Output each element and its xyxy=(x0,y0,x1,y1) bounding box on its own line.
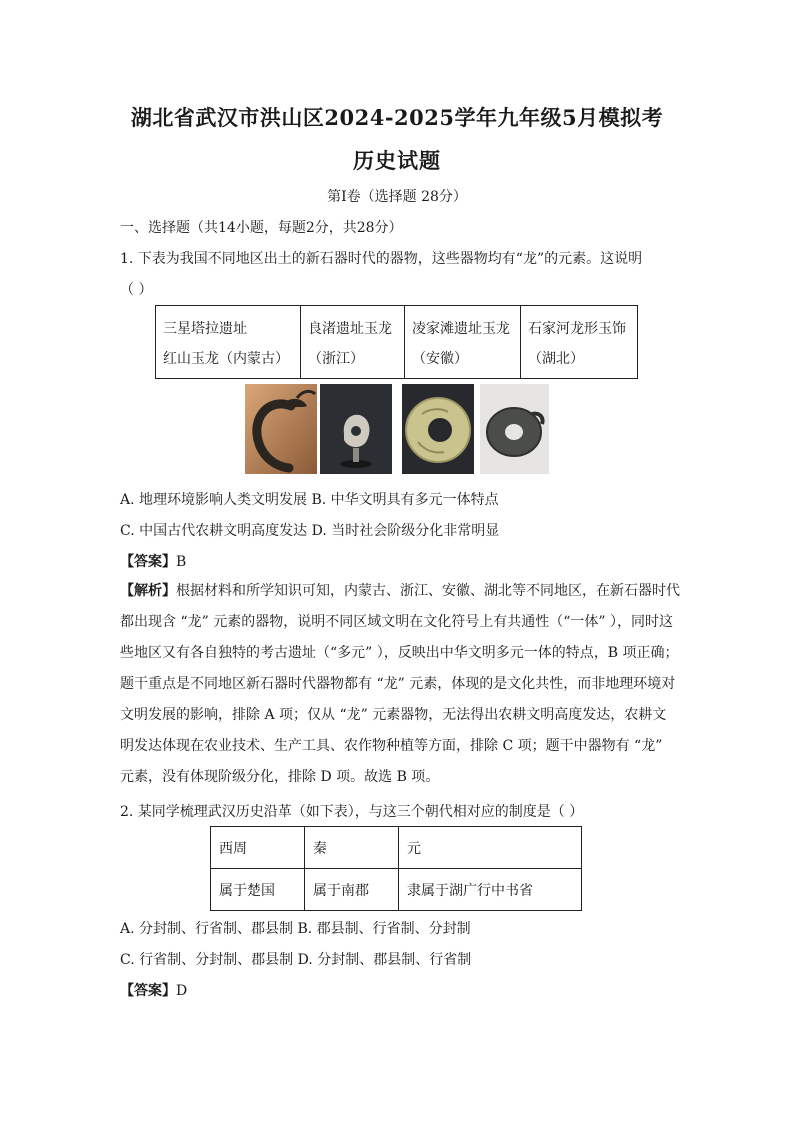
analysis-line: 【解析】根据材料和所学知识可知，内蒙古、浙江、安徽、湖北等不同地区，在新石器时代 xyxy=(120,583,680,599)
q2-header-xizhou: 西周 xyxy=(211,827,305,869)
analysis-line: 题干重点是不同地区新石器时代器物都有 “龙” 元素，体现的是文化共性，而非地理环境对 xyxy=(120,676,676,692)
q1-cell-sanxingtala xyxy=(156,306,301,379)
jade-ring-dragon-icon xyxy=(402,384,474,474)
q1-cell-line: 凌家滩遗址玉龙 xyxy=(412,321,510,337)
q1-cell-shijiahe xyxy=(521,306,638,379)
q1-cell-line: （浙江） xyxy=(308,351,364,367)
q2-cell-qin: 属于南郡 xyxy=(305,869,399,911)
q1-answer xyxy=(120,551,186,571)
q2-stem: 2. 某同学梳理武汉历史沿革（如下表），与这三个朝代相对应的制度是（ ） xyxy=(120,804,584,820)
answer-label: 【答案】 xyxy=(120,554,176,570)
table-row xyxy=(211,869,582,911)
q1-options-ab: A. 地理环境影响人类文明发展 B. 中华文明具有多元一体特点 xyxy=(120,492,499,508)
part-heading: 一、选择题（共14小题，每题2分，共28分） xyxy=(120,220,403,236)
q1-cell-line: 红山玉龙（内蒙古） xyxy=(163,351,289,367)
q1-cell-line: 石家河龙形玉饰 xyxy=(528,321,626,337)
q1-stem-line2: （ ） xyxy=(120,282,153,298)
table-row xyxy=(211,827,582,869)
answer-value: B xyxy=(176,554,187,570)
answer-label: 【答案】 xyxy=(120,983,176,999)
q2-options-ab: A. 分封制、行省制、郡县制 B. 郡县制、行省制、分封制 xyxy=(120,921,471,937)
analysis-line: 文明发展的影响，排除 A 项；仅从 “龙” 元素器物，无法得出农耕文明高度发达，农耕文 xyxy=(120,707,667,723)
q1-cell-line: （湖北） xyxy=(528,351,584,367)
q1-table-row xyxy=(156,306,638,379)
q1-cell-line: （安徽） xyxy=(412,351,468,367)
q1-analysis xyxy=(120,576,680,793)
page-title: 湖北省武汉市洪山区2024-2025学年九年级5月模拟考 xyxy=(130,105,664,130)
analysis-line: 明发达体现在农业技术、生产工具、农作物种植等方面，排除 C 项；题干中器物有 “龙” xyxy=(120,738,663,754)
c-shaped-jade-dragon-icon xyxy=(245,384,317,474)
q2-header-qin: 秦 xyxy=(305,827,399,869)
q2-cell-xizhou: 属于楚国 xyxy=(211,869,305,911)
section-header: 第Ⅰ卷（选择题 28分） xyxy=(327,189,467,205)
q2-header-yuan: 元 xyxy=(399,827,582,869)
q1-cell-line: 良渚遗址玉龙 xyxy=(308,321,392,337)
stone-dragon-ring-icon xyxy=(480,384,549,474)
q2-answer xyxy=(120,980,187,1000)
q2-table xyxy=(210,826,582,911)
answer-value: D xyxy=(176,983,188,999)
page-subtitle: 历史试题 xyxy=(353,148,441,173)
q1-cell-lingjiatan xyxy=(405,306,521,379)
q1-cell-line: 三星塔拉遗址 xyxy=(163,321,247,337)
q2-cell-yuan: 隶属于湖广行中书省 xyxy=(399,869,582,911)
q1-cell-liangzhu xyxy=(301,306,405,379)
analysis-line: 都出现含 “龙” 元素的器物，说明不同区域文明在文化符号上有共通性（“一体” ），同时这 xyxy=(120,614,673,630)
q2-options-cd: C. 行省制、分封制、郡县制 D. 分封制、郡县制、行省制 xyxy=(120,952,472,968)
analysis-line: 元素，没有体现阶级分化，排除 D 项。故选 B 项。 xyxy=(120,769,440,785)
q1-options-cd: C. 中国古代农耕文明高度发达 D. 当时社会阶级分化非常明显 xyxy=(120,523,500,539)
analysis-line: 些地区又有各自独特的考古遗址（“多元” ），反映出中华文明多元一体的特点，B 项正确； xyxy=(120,645,679,661)
q1-stem-line1: 1. 下表为我国不同地区出土的新石器时代的器物，这些器物均有“龙”的元素。这说明 xyxy=(120,251,643,267)
jade-dragon-carving-icon xyxy=(320,384,392,474)
q1-table xyxy=(155,305,638,379)
analysis-label: 【解析】 xyxy=(120,583,176,599)
